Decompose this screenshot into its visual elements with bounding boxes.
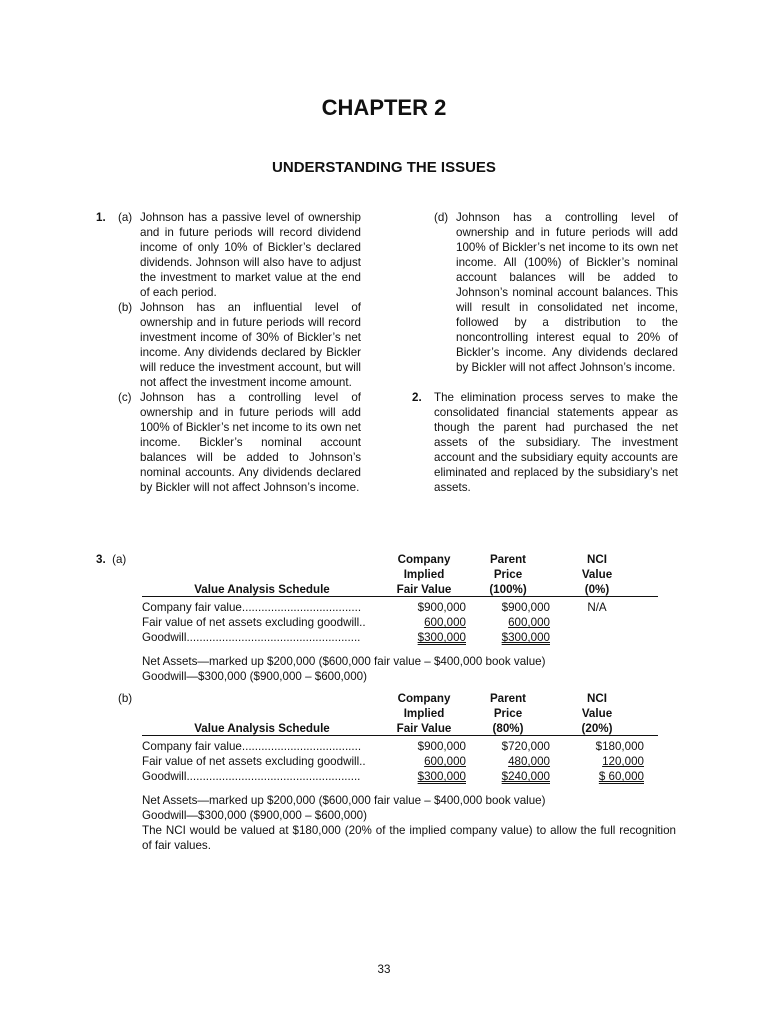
q3-a-row2-v2: 600,000 xyxy=(508,616,550,629)
q3-b-header-rule xyxy=(142,735,658,736)
q3-b-row2-v1: 600,000 xyxy=(424,755,466,768)
q3-a-row2-v1: 600,000 xyxy=(424,616,466,629)
q3-a-note-1: Net Assets—marked up $200,000 ($600,000 fair value – $400,000 book value) xyxy=(142,655,546,668)
table-row xyxy=(96,600,676,615)
q3-b-col1-h2: Implied xyxy=(403,707,445,720)
table-row xyxy=(96,754,676,769)
q1-d-label: (d) xyxy=(434,211,449,224)
q1-a-label: (a) xyxy=(118,211,133,224)
q3-b-row3-v1: $300,000 xyxy=(417,770,466,783)
q3-a-header-rule xyxy=(142,596,658,597)
q3-a-row2-v3 xyxy=(550,615,644,630)
section-title: UNDERSTANDING THE ISSUES xyxy=(272,159,496,176)
q3-b-row1-desc: Company fair value..................................... xyxy=(142,740,362,753)
page-number: 33 xyxy=(377,963,391,976)
q3-b-row3-desc: Goodwill...................................................... xyxy=(142,770,361,783)
q3-b-col3-h3: (20%) xyxy=(581,722,613,735)
q3-a-col2-h1: Parent xyxy=(489,553,527,566)
q3-a-row3-desc: Goodwill...................................................... xyxy=(142,631,361,644)
q3-b-col2-h2: Price xyxy=(493,707,523,720)
q3-a-header xyxy=(96,552,676,597)
table-row xyxy=(96,739,676,754)
q3-number: 3. xyxy=(96,553,106,566)
q2-number: 2. xyxy=(412,391,422,404)
q1-b xyxy=(96,300,361,390)
q3-a-col1-h3: Fair Value xyxy=(396,583,452,596)
q3-b-col3-h1: NCI xyxy=(587,692,607,705)
q2 xyxy=(412,390,678,495)
table-row xyxy=(96,769,676,784)
q3-a-col1-h1: Company xyxy=(397,553,451,566)
q3-a-row1-v3: N/A xyxy=(587,601,607,614)
q3-a-row1-desc: Company fair value..................................... xyxy=(142,601,362,614)
q3-a-row3-v3 xyxy=(550,630,644,645)
q3-b-row1-v2: $720,000 xyxy=(501,740,550,753)
q3-b-row3-v3: $ 60,000 xyxy=(598,770,644,783)
q3-a-row3-v1: $300,000 xyxy=(417,631,466,644)
q1-d-text: Johnson has a controlling level of ownership and in future periods will add 100% of Bickler’s net income to its own net income. All (100%) of Bickler’s nominal account balances will be added to Johnson’s nominal account balances. This will result in consolidated net income, followed by a distribution to the noncontrolling interest equal to 20% of Bickler’s income. Any dividends declared by Bickler will not affect Johnson’s income. xyxy=(456,211,678,374)
q1-d xyxy=(412,210,678,375)
q3-b-row2-v3: 120,000 xyxy=(602,755,644,768)
q3-b-note-1: Net Assets—marked up $200,000 ($600,000 fair value – $400,000 book value) xyxy=(142,794,546,807)
q3-b-row2-v2: 480,000 xyxy=(508,755,550,768)
chapter-title: CHAPTER 2 xyxy=(321,95,447,120)
left-column xyxy=(96,210,361,495)
q1-b-text: Johnson has an influential level of ownership and in future periods will record investment income of 30% of Bickler’s net income. Any dividends declared by Bickler will reduce the investment account, but will not affect the investment income amount. xyxy=(140,301,361,389)
q3-a-col1-h2: Implied xyxy=(403,568,445,581)
q3-a-row3-v2: $300,000 xyxy=(501,631,550,644)
q3-a-col3-h2: Value xyxy=(581,568,613,581)
q3-a-col3-h1: NCI xyxy=(587,553,607,566)
q3-b-row3-v2: $240,000 xyxy=(501,770,550,783)
q3-a-label: (a) xyxy=(112,553,127,566)
q1-c-text: Johnson has a controlling level of ownership and in future periods will add 100% of Bickler’s net income to its own net income. Bickler’s nominal account balances will be added to Johnson’s nominal accounts. Any dividends declared by Bickler will not affect Johnson’s income. xyxy=(140,391,361,494)
q3-b-col1-h3: Fair Value xyxy=(396,722,452,735)
q3-b-note-2: Goodwill—$300,000 ($900,000 – $600,000) xyxy=(142,809,367,822)
q3-a-col3-h3: (0%) xyxy=(584,583,610,596)
q3-a-note-2: Goodwill—$300,000 ($900,000 – $600,000) xyxy=(142,670,367,683)
q3-b-col2-h1: Parent xyxy=(489,692,527,705)
q3-b-col1-h1: Company xyxy=(397,692,451,705)
q1-a xyxy=(96,210,361,300)
q3-a-schedule-title: Value Analysis Schedule xyxy=(194,583,330,596)
q3-b-note-3: The NCI would be valued at $180,000 (20% of the implied company value) to allow the full recognition of fair values. xyxy=(142,824,676,852)
q1-c-label: (c) xyxy=(118,391,132,404)
right-column xyxy=(412,210,678,495)
q3-b-schedule-title: Value Analysis Schedule xyxy=(194,722,330,735)
q3-b-row1-v3: $180,000 xyxy=(595,740,644,753)
q3-b-col3-h2: Value xyxy=(581,707,613,720)
q3-b-col2-h3: (80%) xyxy=(492,722,524,735)
table-row xyxy=(96,615,676,630)
q3-a-row1-v2: $900,000 xyxy=(501,601,550,614)
q3-b-label: (b) xyxy=(118,692,133,705)
q3-a-col2-h3: (100%) xyxy=(489,583,527,596)
q3-a-row1-v1: $900,000 xyxy=(417,601,466,614)
q3-b-header xyxy=(96,691,676,736)
q3 xyxy=(96,552,676,853)
q1-b-label: (b) xyxy=(118,301,133,314)
q1-c xyxy=(96,390,361,495)
q3-b-row2-desc: Fair value of net assets excluding goodwill.. xyxy=(142,755,366,768)
q2-text: The elimination process serves to make the consolidated financial statements appear as though the parent had purchased the net assets of the subsidiary. The investment account and the subsidiary equity accounts are eliminated and replaced by the subsidiary’s net assets. xyxy=(434,391,678,494)
q1-number: 1. xyxy=(96,211,106,224)
q3-a-row2-desc: Fair value of net assets excluding goodwill.. xyxy=(142,616,366,629)
q3-b-row1-v1: $900,000 xyxy=(417,740,466,753)
q3-a-col2-h2: Price xyxy=(493,568,523,581)
table-row xyxy=(96,630,676,645)
q1-a-text: Johnson has a passive level of ownership and in future periods will record dividend income of only 10% of Bickler’s declared dividends. Johnson will also have to adjust the investment to market value at the end of each period. xyxy=(140,211,361,299)
